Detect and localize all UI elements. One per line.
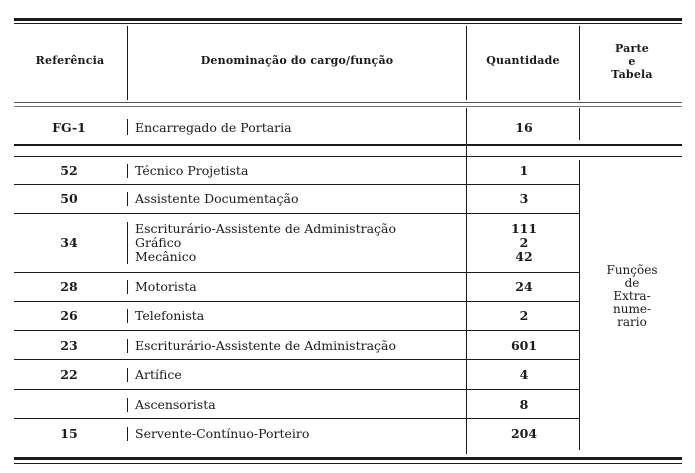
row-name: Mecânico: [135, 249, 197, 264]
row-name: Artífice: [135, 367, 182, 382]
section-rule-2: [14, 156, 682, 157]
row-qty: 4: [519, 367, 529, 382]
row-tick: [127, 309, 128, 323]
qty-left-divider: [466, 108, 467, 454]
part-line-5: rario: [617, 315, 647, 329]
header-divider-1: [127, 26, 128, 100]
row-qty: 2: [519, 235, 529, 250]
row-qty: 3: [519, 191, 529, 206]
row-qty: 8: [519, 397, 529, 412]
row-name: Escriturário-Assistente de Administração: [135, 338, 397, 353]
top-row-tick: [127, 119, 128, 135]
row-tick: [127, 222, 128, 264]
row-rule: [14, 418, 579, 419]
row-ref: 34: [60, 235, 78, 250]
part-line-3: Extra-: [613, 289, 651, 303]
row-rule: [14, 184, 579, 185]
top-rule: [14, 18, 682, 21]
row-qty: 2: [519, 308, 529, 323]
header-part-line-3: Tabela: [611, 68, 653, 81]
row-name: Gráfico: [135, 235, 182, 250]
row-tick: [127, 339, 128, 353]
row-name: Escriturário-Assistente de Administração: [135, 221, 397, 236]
row-rule: [14, 359, 579, 360]
row-name: Técnico Projetista: [135, 163, 249, 178]
row-rule: [14, 213, 579, 214]
row-tick: [127, 280, 128, 294]
row-qty: 601: [510, 338, 538, 353]
header-part-line-1: Parte: [615, 42, 649, 55]
row-ref: 28: [60, 279, 78, 294]
part-line-1: Funções: [606, 263, 658, 277]
row-name: Assistente Documentação: [135, 191, 299, 206]
row-tick: [127, 192, 128, 206]
row-name: Telefonista: [135, 308, 205, 323]
row-ref: 26: [60, 308, 78, 323]
header-rule: [14, 102, 682, 103]
row-tick: [127, 398, 128, 412]
row-ref: 23: [60, 338, 78, 353]
section-rule: [14, 144, 682, 146]
row-name: Servente-Contínuo-Porteiro: [135, 426, 310, 441]
header-name: Denominação do cargo/função: [200, 54, 394, 67]
row-rule: [14, 301, 579, 302]
header-rule-2: [14, 106, 682, 107]
header-part: [582, 42, 682, 81]
header-part-line-2: e: [628, 55, 636, 68]
row-qty: 24: [515, 279, 533, 294]
row-tick: [127, 427, 128, 441]
row-qty: 111: [510, 221, 538, 236]
row-qty: 1: [519, 163, 529, 178]
part-line-2: de: [624, 276, 640, 290]
row-ref: 52: [60, 163, 78, 178]
row-tick: [127, 368, 128, 382]
row-ref: 15: [60, 426, 78, 441]
row-ref: 50: [60, 191, 78, 206]
header-ref: Referência: [35, 54, 105, 67]
row-rule: [14, 330, 579, 331]
row-rule: [14, 272, 579, 273]
part-group: [582, 264, 682, 329]
header-qty: Quantidade: [486, 54, 560, 67]
row-qty: 204: [510, 426, 538, 441]
part-line-4: nume-: [613, 302, 651, 316]
row-ref: 22: [60, 367, 78, 382]
top-row-qty: 16: [515, 120, 533, 135]
bottom-rule: [14, 457, 682, 460]
row-rule: [14, 389, 579, 390]
row-name: Ascensorista: [135, 397, 216, 412]
row-name: Motorista: [135, 279, 197, 294]
header-divider-3: [579, 26, 580, 100]
row-tick: [127, 164, 128, 178]
top-row-name: Encarregado de Portaria: [135, 120, 292, 135]
top-rule-thin: [14, 23, 682, 24]
header-divider-2: [466, 26, 467, 100]
row-qty: 42: [515, 249, 533, 264]
bottom-rule-thin: [14, 463, 682, 464]
top-row-ref: FG-1: [52, 120, 86, 135]
